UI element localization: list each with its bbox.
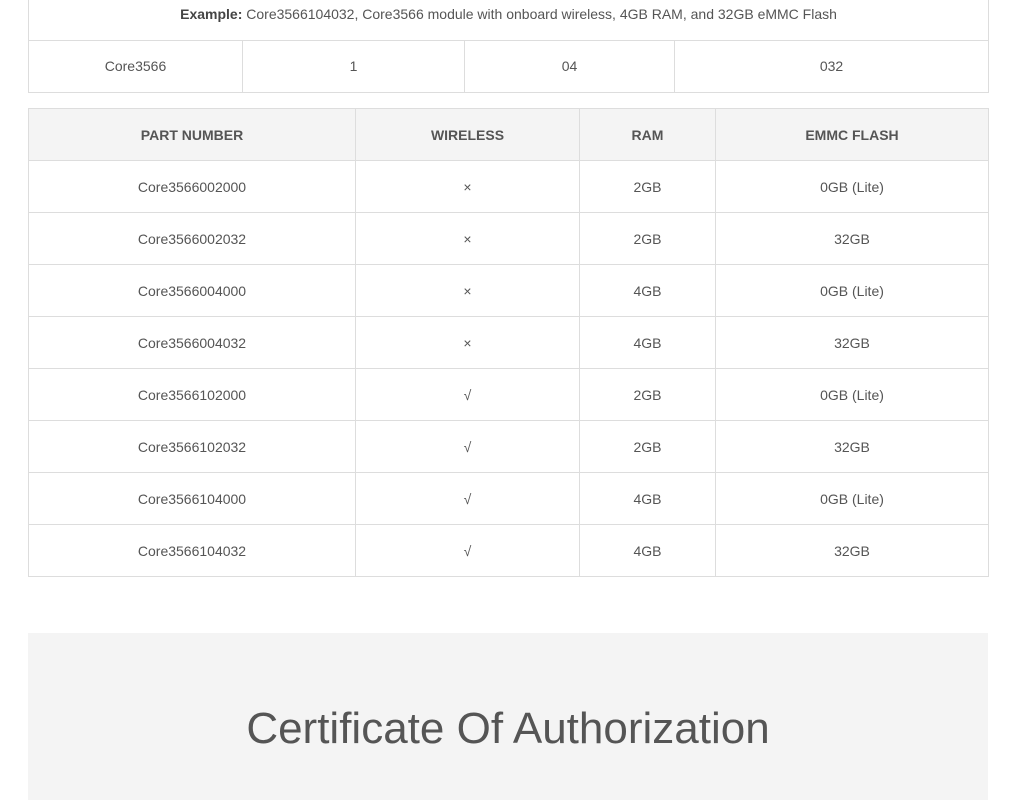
example-segment-flash: 032	[675, 40, 989, 92]
cell-wireless: ×	[356, 213, 580, 265]
cell-flash: 32GB	[716, 213, 989, 265]
cell-wireless: √	[356, 369, 580, 421]
table-header-row	[29, 109, 989, 161]
example-text: Core3566104032, Core3566 module with onboard wireless, 4GB RAM, and 32GB eMMC Flash	[242, 5, 837, 22]
cell-wireless: √	[356, 525, 580, 577]
header-emmc-flash: EMMC FLASH	[716, 109, 989, 161]
header-ram: RAM	[580, 109, 716, 161]
cell-part-number: Core3566102000	[29, 369, 356, 421]
table-row	[29, 421, 989, 473]
cell-part-number: Core3566102032	[29, 421, 356, 473]
cell-ram: 4GB	[580, 473, 716, 525]
cell-ram: 2GB	[580, 421, 716, 473]
cell-ram: 4GB	[580, 317, 716, 369]
cell-part-number: Core3566004032	[29, 317, 356, 369]
example-label: Example:	[180, 5, 243, 22]
cell-wireless: √	[356, 421, 580, 473]
cell-flash: 32GB	[716, 317, 989, 369]
cell-flash: 32GB	[716, 525, 989, 577]
cell-flash: 0GB (Lite)	[716, 473, 989, 525]
header-wireless: WIRELESS	[356, 109, 580, 161]
example-caption	[29, 0, 989, 40]
cell-ram: 4GB	[580, 525, 716, 577]
cell-flash: 0GB (Lite)	[716, 161, 989, 213]
cell-part-number: Core3566002000	[29, 161, 356, 213]
example-segments-row	[29, 40, 989, 92]
cell-wireless: ×	[356, 161, 580, 213]
header-part-number: PART NUMBER	[29, 109, 356, 161]
table-row	[29, 265, 989, 317]
cell-part-number: Core3566104032	[29, 525, 356, 577]
cell-part-number: Core3566004000	[29, 265, 356, 317]
table-row	[29, 525, 989, 577]
table-row	[29, 161, 989, 213]
certificate-section	[28, 633, 988, 800]
table-row	[29, 473, 989, 525]
cell-flash: 0GB (Lite)	[716, 369, 989, 421]
cell-ram: 4GB	[580, 265, 716, 317]
cell-ram: 2GB	[580, 213, 716, 265]
cell-wireless: √	[356, 473, 580, 525]
cell-ram: 2GB	[580, 161, 716, 213]
cell-wireless: ×	[356, 265, 580, 317]
cell-part-number: Core3566104000	[29, 473, 356, 525]
example-table	[28, 0, 989, 93]
cell-wireless: ×	[356, 317, 580, 369]
cell-part-number: Core3566002032	[29, 213, 356, 265]
cell-flash: 32GB	[716, 421, 989, 473]
part-number-table	[28, 108, 989, 577]
cell-flash: 0GB (Lite)	[716, 265, 989, 317]
table-row	[29, 213, 989, 265]
example-segment-ram: 04	[465, 40, 675, 92]
cell-ram: 2GB	[580, 369, 716, 421]
example-segment-model: Core3566	[29, 40, 243, 92]
table-row	[29, 369, 989, 421]
certificate-title: Certificate Of Authorization	[246, 704, 770, 753]
example-segment-wireless: 1	[243, 40, 465, 92]
table-row	[29, 317, 989, 369]
